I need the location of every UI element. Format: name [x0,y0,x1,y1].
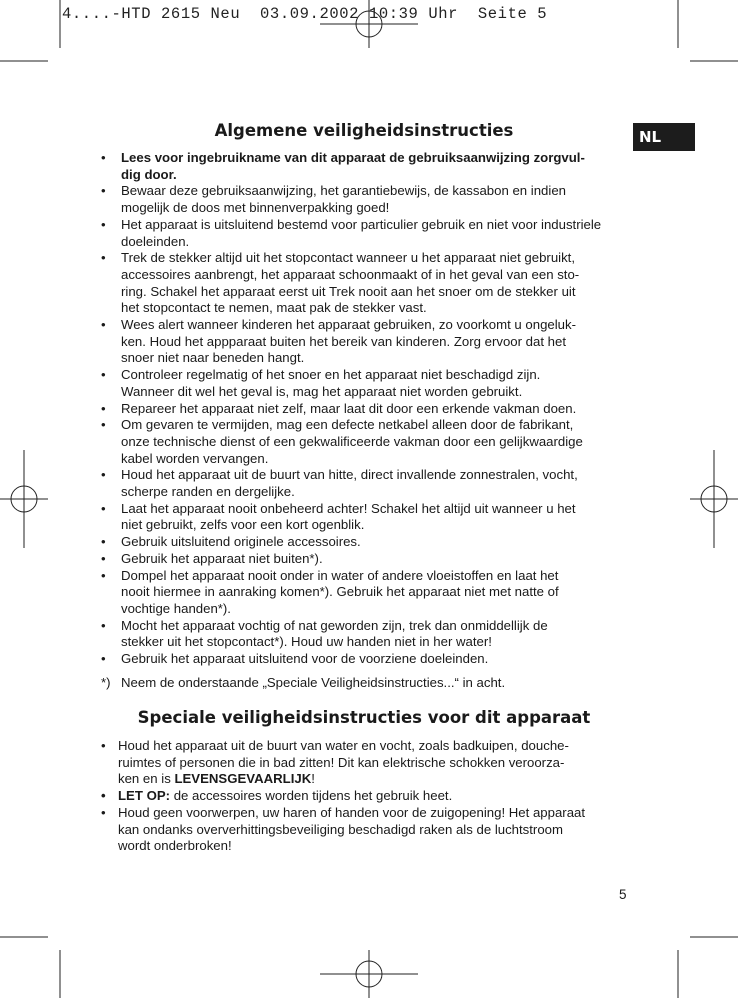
item-text: Wees alert wanneer kinderen het apparaat gebruiken, zo voorkomt u ongeluk- ken. Houd het appparaat buiten het bereik van kinderen. Zorg ervoor dat het snoer niet naar beneden hangt. [121,317,576,366]
registration-mark-bottom [320,950,418,998]
footnote-text: Neem de onderstaande „Speciale Veiligheidsinstructies...“ in acht. [121,675,506,690]
footnote [101,674,505,691]
item-text: Dompel het apparaat nooit onder in water of andere vloeistoffen en laat het nooit hiermee in aanraking komen*). Gebruik het apparaat niet met natte of vochtige handen*). [121,567,559,616]
item-text: Gebruik het apparaat uitsluitend voor de voorziene doeleinden. [121,651,489,667]
bullet: • [101,250,106,266]
bullet: • [101,788,106,804]
list-item [0,618,628,651]
bullet: • [101,651,106,667]
bullet: • [101,216,106,232]
bullet: • [101,500,106,516]
item-text: Houd het apparaat uit de buurt van water en vocht, zoals badkuipen, douche- ruimtes of personen die in bad zitten! Dit kan elektrische schokken veroorza- ken en is [118,738,569,787]
bullet: • [101,534,106,550]
bullet: • [101,617,106,633]
bullet: • [101,804,106,820]
list-item [0,501,628,534]
bullet: • [101,317,106,333]
list-item [0,805,628,855]
list-item [0,467,628,500]
bullet: • [101,738,106,753]
list-item [0,417,628,467]
list-item [0,738,628,788]
registration-mark-right [690,450,738,548]
list-item [0,183,628,216]
item-text: de accessoires worden tijdens het gebruik heet. [170,788,453,804]
item-text: Laat het apparaat nooit onbeheerd achter! Schakel het altijd uit wanneer u het niet gebruikt, zelfs voor een kort ogenblik. [121,500,576,533]
list-item [0,217,628,250]
list-item [0,788,628,805]
list-item [0,150,628,183]
bullet: • [101,467,106,483]
item-text: Gebruik het apparaat niet buiten*). [121,550,323,566]
bullet: • [101,183,106,199]
bullet: • [101,417,106,433]
section-title-special: Speciale veiligheidsinstructies voor dit apparaat [137,708,591,727]
item-text: Mocht het apparaat vochtig of nat geworden zijn, trek dan onmiddellijk de stekker uit het stopcontact*). Houd uw handen niet in her water! [121,617,548,650]
item-text: Het apparaat is uitsluitend bestemd voor particulier gebruik en niet voor industriele doeleinden. [121,216,602,249]
item-text-end: ! [311,771,315,787]
bullet: • [101,367,106,383]
bullet: • [101,400,106,416]
bullet: • [101,567,106,583]
list-item [0,250,628,317]
item-text: Bewaar deze gebruiksaanwijzing, het garantiebewijs, de kassabon en indien mogelijk de doos met binnenverpakking goed! [121,183,566,216]
general-instructions-list [0,150,628,668]
bullet: • [101,550,106,566]
language-badge: NL [633,123,695,151]
item-text: Controleer regelmatig of het snoer en het apparaat niet beschadigd zijn. Wanneer dit wel het geval is, mag het apparaat niet worden gebruikt. [121,367,541,399]
item-text: Houd geen voorwerpen, uw haren of handen voor de zuigopening! Het apparaat kan ondanks oververhittingsbeveiliging beschadigd raken als de luchtstroom wordt onderbroken! [118,804,586,854]
item-emphasis: LEVENSGEVAARLIJK [174,771,312,787]
item-text: Lees voor ingebruikname van dit apparaat de gebruiksaanwijzing zorgvul- dig door. [121,150,585,182]
item-text: Gebruik uitsluitend originele accessoires. [121,534,361,550]
list-item [0,367,628,400]
page-number: 5 [619,887,627,902]
print-slug: 4....-HTD 2615 Neu 03.09.2002 10:39 Uhr Seite 5 [62,5,548,23]
item-text: Trek de stekker altijd uit het stopcontact wanneer u het apparaat niet gebruikt, accessoires aanbrengt, het apparaat schoonmaakt of in het geval van een sto- ring. Schakel het apparaat eerst uit Trek nooit aan het snoer om de stekker uit het stopcontact te nemen, maat pak de stekker vast. [121,250,580,316]
item-text: Om gevaren te vermijden, mag een defecte netkabel alleen door de fabrikant, onze technische dienst of een gekwalificeerde vakman door een gelijkwaardige kabel worden vervangen. [121,417,583,466]
list-item [0,534,628,551]
bullet: • [101,150,106,165]
list-item [0,317,628,367]
section-title-general: Algemene veiligheidsinstructies [214,121,514,140]
list-item [0,568,628,618]
list-item [0,401,628,418]
item-emphasis: LET OP: [118,788,171,804]
item-text: Repareer het apparaat niet zelf, maar laat dit door een erkende vakman doen. [121,400,577,416]
list-item [0,651,628,668]
item-text: Houd het apparaat uit de buurt van hitte, direct invallende zonnestralen, vocht, scherpe randen en dergelijke. [121,467,578,500]
special-instructions-list [0,738,628,855]
list-item [0,551,628,568]
footnote-marker: *) [101,675,111,690]
